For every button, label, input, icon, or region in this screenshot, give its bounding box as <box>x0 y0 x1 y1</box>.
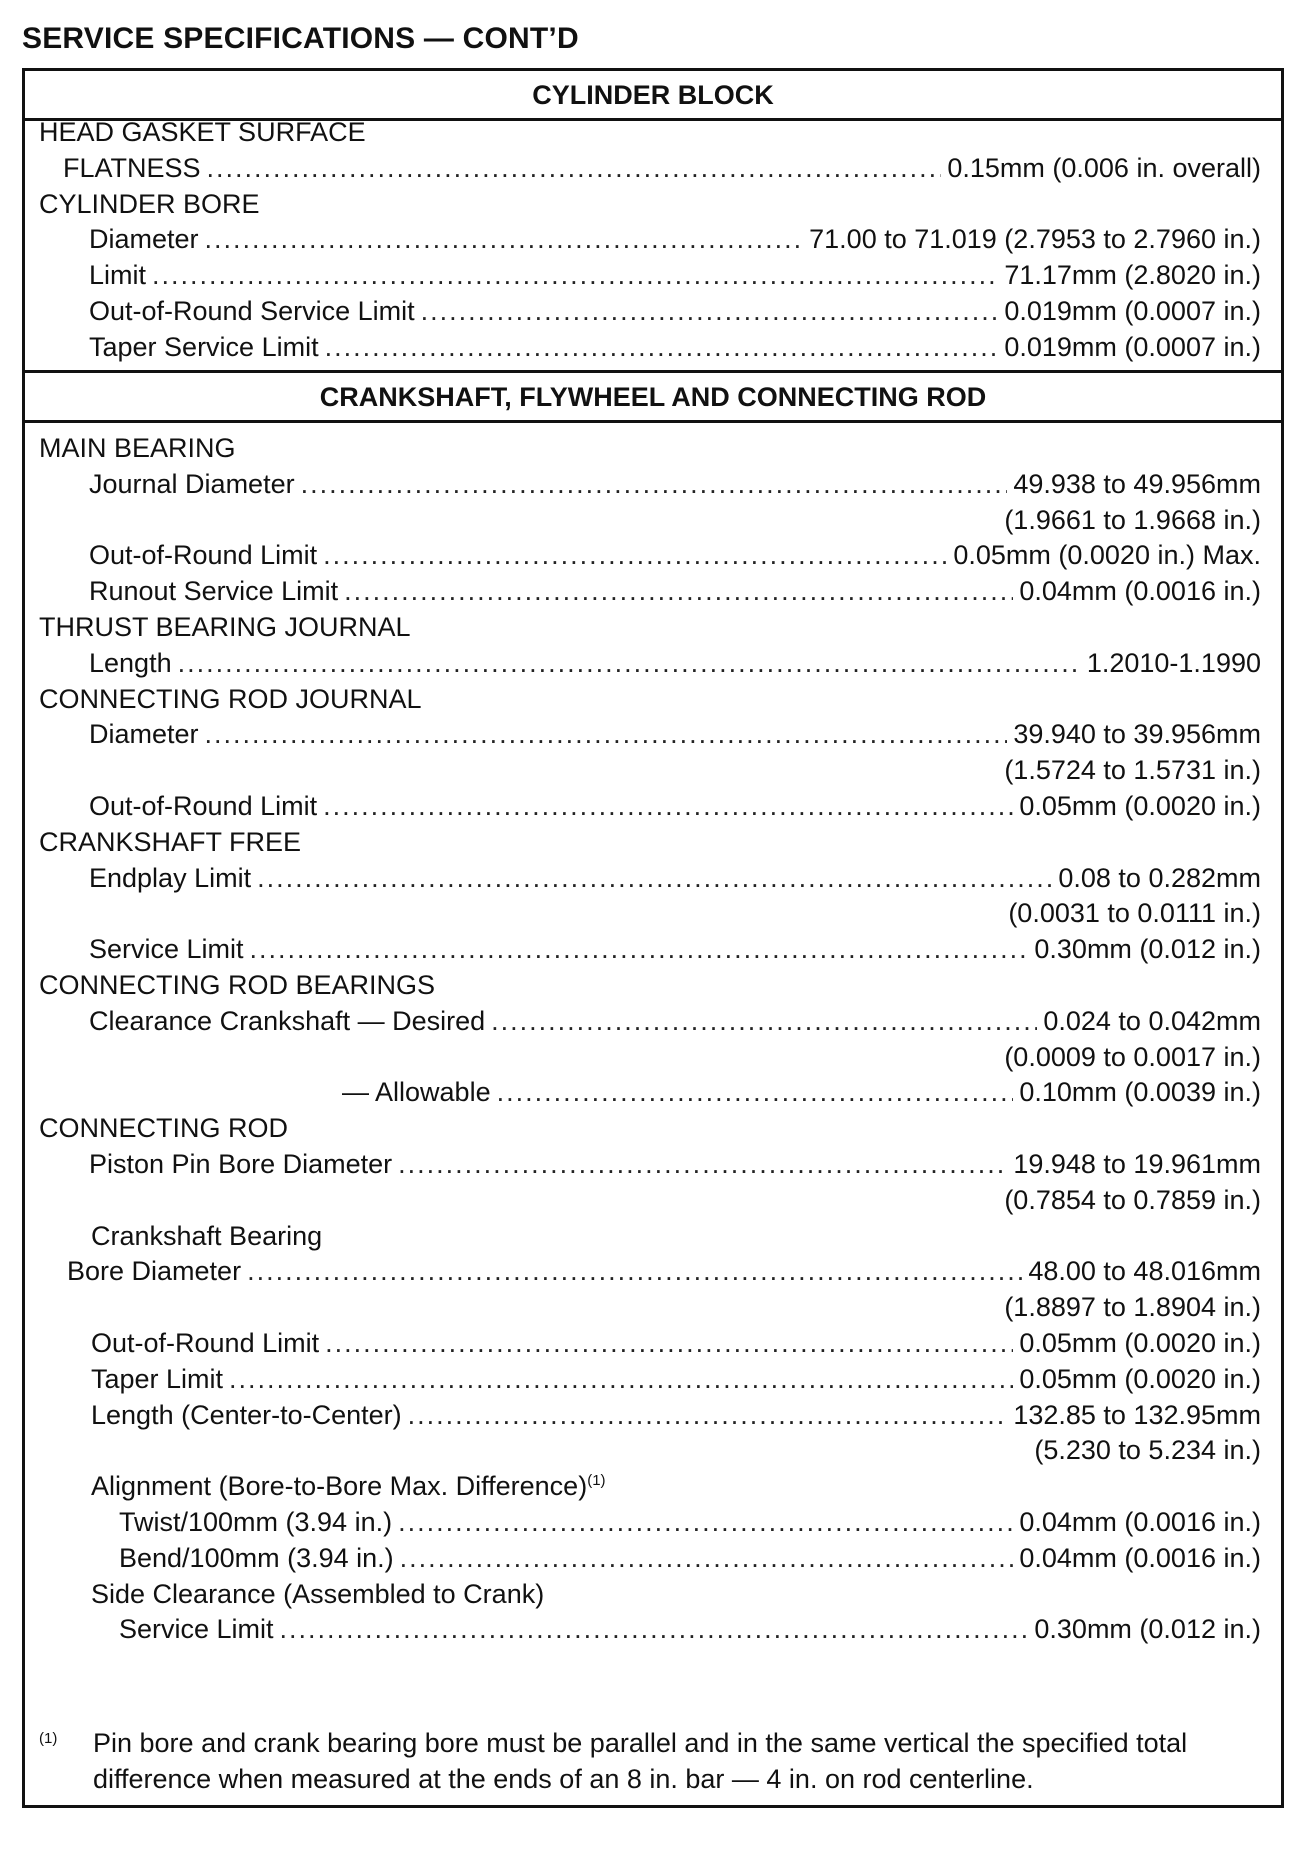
spec-continuation <box>39 1183 1261 1219</box>
crod-length-value-in: (5.230 to 5.234 in.) <box>1034 1435 1261 1466</box>
crank-service-value: 0.30mm (0.012 in.) <box>1034 934 1261 965</box>
crod-oor-label: Out-of-Round Limit <box>91 1327 320 1358</box>
crod-taper-value: 0.05mm (0.0020 in.) <box>1019 1363 1261 1394</box>
spec-subheading <box>39 1469 1261 1505</box>
leader-dots <box>325 1326 1013 1362</box>
spec-row <box>39 1612 1261 1648</box>
bore-diameter-label: Bore Diameter <box>67 1256 242 1287</box>
spec-row <box>39 258 1261 294</box>
cylinder-block-header: CYLINDER BLOCK <box>25 71 1281 121</box>
bore-limit-label: Limit <box>89 260 147 291</box>
leader-dots <box>280 1612 1029 1648</box>
bore-diameter-value-in: (1.8897 to 1.8904 in.) <box>1004 1292 1261 1323</box>
spec-row <box>39 1362 1261 1398</box>
crankshaft-rows <box>39 431 1261 1648</box>
crod-journal-diameter-value: 39.940 to 39.956mm <box>1013 719 1261 750</box>
bore-taper-value: 0.019mm (0.0007 in.) <box>1004 331 1261 362</box>
alignment-label: Alignment (Bore-to-Bore Max. Difference)$^{(1)}$ <box>91 1471 606 1502</box>
leader-dots <box>247 1254 1022 1290</box>
crod-heading: CONNECTING ROD <box>39 1113 288 1144</box>
clearance-desired-value: 0.024 to 0.042mm <box>1043 1005 1261 1036</box>
clearance-allowable-label: — Allowable <box>342 1077 491 1108</box>
spec-row <box>39 538 1261 574</box>
bore-diameter-value: 71.00 to 71.019 (2.7953 to 2.7960 in.) <box>809 224 1261 255</box>
pin-bore-value: 19.948 to 19.961mm <box>1013 1148 1261 1179</box>
spec-continuation <box>39 1433 1261 1469</box>
page-title: SERVICE SPECIFICATIONS — CONT’D <box>22 22 579 55</box>
spec-heading <box>39 187 1261 223</box>
endplay-value: 0.08 to 0.282mm <box>1058 862 1261 893</box>
main-oor-value: 0.05mm (0.0020 in.) Max. <box>953 540 1261 571</box>
spec-row <box>39 222 1261 258</box>
leader-dots <box>408 1398 1008 1434</box>
spec-row <box>39 467 1261 503</box>
crod-journal-oor-value: 0.05mm (0.0020 in.) <box>1019 790 1261 821</box>
crod-length-label: Length (Center-to-Center) <box>91 1399 402 1430</box>
leader-dots <box>398 1147 1007 1183</box>
side-service-value: 0.30mm (0.012 in.) <box>1034 1614 1261 1645</box>
leader-dots <box>152 258 998 294</box>
leader-dots <box>229 1362 1013 1398</box>
spec-continuation <box>39 1040 1261 1076</box>
journal-diameter-value-in: (1.9661 to 1.9668 in.) <box>1004 504 1261 535</box>
spec-row <box>39 1326 1261 1362</box>
bore-taper-label: Taper Service Limit <box>89 331 319 362</box>
main-bearing-heading: MAIN BEARING <box>39 433 236 463</box>
spec-continuation <box>39 896 1261 932</box>
leader-dots <box>497 1075 1014 1111</box>
twist-label: Twist/100mm (3.94 in.) <box>119 1506 393 1537</box>
leader-dots <box>257 861 1052 897</box>
spec-heading <box>39 825 1261 861</box>
crod-journal-heading: CONNECTING ROD JOURNAL <box>39 683 422 714</box>
spec-continuation <box>39 1290 1261 1326</box>
thrust-length-label: Length <box>89 647 172 678</box>
spec-row <box>39 294 1261 330</box>
crod-length-value: 132.85 to 132.95mm <box>1013 1399 1261 1430</box>
head-gasket-heading: HEAD GASKET SURFACE <box>39 117 366 147</box>
spec-heading <box>39 610 1261 646</box>
pin-bore-label: Piston Pin Bore Diameter <box>89 1148 393 1179</box>
spec-row <box>39 1147 1261 1183</box>
spec-row <box>39 330 1261 366</box>
leader-dots <box>250 932 1029 968</box>
spec-heading <box>39 431 1261 467</box>
crank-service-label: Service Limit <box>89 934 244 965</box>
spec-row <box>39 861 1261 897</box>
leader-dots <box>178 646 1081 682</box>
footnote-mark: (1) <box>39 1730 58 1747</box>
leader-dots <box>344 574 1013 610</box>
spec-continuation <box>39 753 1261 789</box>
leader-dots <box>398 1505 1013 1541</box>
crod-journal-diameter-label: Diameter <box>89 719 199 750</box>
crod-oor-value: 0.05mm (0.0020 in.) <box>1019 1327 1261 1358</box>
flatness-label: FLATNESS <box>63 152 201 183</box>
side-clearance-label: Side Clearance (Assembled to Crank) <box>91 1578 545 1609</box>
clearance-desired-value-in: (0.0009 to 0.0017 in.) <box>1004 1041 1261 1072</box>
bore-diameter-label: Diameter <box>89 224 199 255</box>
journal-diameter-label: Journal Diameter <box>89 468 295 499</box>
bore-diameter-value: 48.00 to 48.016mm <box>1028 1256 1261 1287</box>
leader-dots <box>491 1004 1037 1040</box>
leader-dots <box>400 1541 1014 1577</box>
spec-row <box>39 1075 1261 1111</box>
bore-oor-value: 0.019mm (0.0007 in.) <box>1004 295 1261 326</box>
pin-bore-value-in: (0.7854 to 0.7859 in.) <box>1004 1184 1261 1215</box>
side-service-label: Service Limit <box>119 1614 274 1645</box>
leader-dots <box>207 151 942 187</box>
thrust-heading: THRUST BEARING JOURNAL <box>39 611 411 642</box>
bore-limit-value: 71.17mm (2.8020 in.) <box>1004 260 1261 291</box>
crod-journal-oor-label: Out-of-Round Limit <box>89 790 318 821</box>
spec-row <box>39 1398 1261 1434</box>
spec-row <box>39 717 1261 753</box>
twist-value: 0.04mm (0.0016 in.) <box>1019 1506 1261 1537</box>
spec-row <box>39 1254 1261 1290</box>
spec-heading <box>39 682 1261 718</box>
crankshaft-section-header: CRANKSHAFT, FLYWHEEL AND CONNECTING ROD <box>25 373 1281 423</box>
spec-subheading <box>39 1219 1261 1255</box>
clearance-allowable-value: 0.10mm (0.0039 in.) <box>1019 1077 1261 1108</box>
spec-row <box>39 1541 1261 1577</box>
leader-dots <box>323 538 947 574</box>
footnote <box>39 1725 1241 1797</box>
leader-dots <box>325 330 999 366</box>
main-oor-label: Out-of-Round Limit <box>89 540 318 571</box>
cylinder-block-rows <box>39 115 1261 366</box>
spec-continuation <box>39 503 1261 539</box>
cylinder-bore-heading: CYLINDER BORE <box>39 188 260 219</box>
footnote-ref: (1) <box>587 1472 606 1490</box>
crank-bearing-label: Crankshaft Bearing <box>91 1220 323 1251</box>
footnote-text: Pin bore and crank bearing bore must be parallel and in the same vertical the specified total difference when measured at the ends of an 8 in. bar — 4 in. on rod centerline. <box>93 1728 1188 1794</box>
spec-subheading <box>39 1577 1261 1613</box>
bore-oor-label: Out-of-Round Service Limit <box>89 295 415 326</box>
spec-row <box>39 789 1261 825</box>
leader-dots <box>421 294 999 330</box>
bend-value: 0.04mm (0.0016 in.) <box>1019 1542 1261 1573</box>
spec-row <box>39 932 1261 968</box>
crank-free-heading: CRANKSHAFT FREE <box>39 826 302 857</box>
spec-heading <box>39 968 1261 1004</box>
crod-bearings-heading: CONNECTING ROD BEARINGS <box>39 969 436 1000</box>
spec-table <box>22 68 1284 1808</box>
runout-value: 0.04mm (0.0016 in.) <box>1019 576 1261 607</box>
spec-row <box>39 151 1261 187</box>
spec-heading <box>39 1111 1261 1147</box>
crod-journal-diameter-value-in: (1.5724 to 1.5731 in.) <box>1004 755 1261 786</box>
leader-dots <box>205 222 804 258</box>
leader-dots <box>205 717 1008 753</box>
leader-dots <box>323 789 1013 825</box>
runout-label: Runout Service Limit <box>89 576 339 607</box>
spec-row <box>39 1004 1261 1040</box>
spec-row <box>39 1505 1261 1541</box>
spec-heading <box>39 115 1261 151</box>
endplay-label: Endplay Limit <box>89 862 252 893</box>
endplay-value-in: (0.0031 to 0.0111 in.) <box>1008 898 1261 929</box>
bend-label: Bend/100mm (3.94 in.) <box>119 1542 394 1573</box>
thrust-length-value: 1.2010-1.1990 <box>1086 647 1261 678</box>
journal-diameter-value: 49.938 to 49.956mm <box>1013 468 1261 499</box>
leader-dots <box>301 467 1008 503</box>
crod-taper-label: Taper Limit <box>91 1363 224 1394</box>
spec-row <box>39 646 1261 682</box>
spec-row <box>39 574 1261 610</box>
flatness-value: 0.15mm (0.006 in. overall) <box>947 152 1261 183</box>
clearance-desired-label: Clearance Crankshaft — Desired <box>89 1005 486 1036</box>
